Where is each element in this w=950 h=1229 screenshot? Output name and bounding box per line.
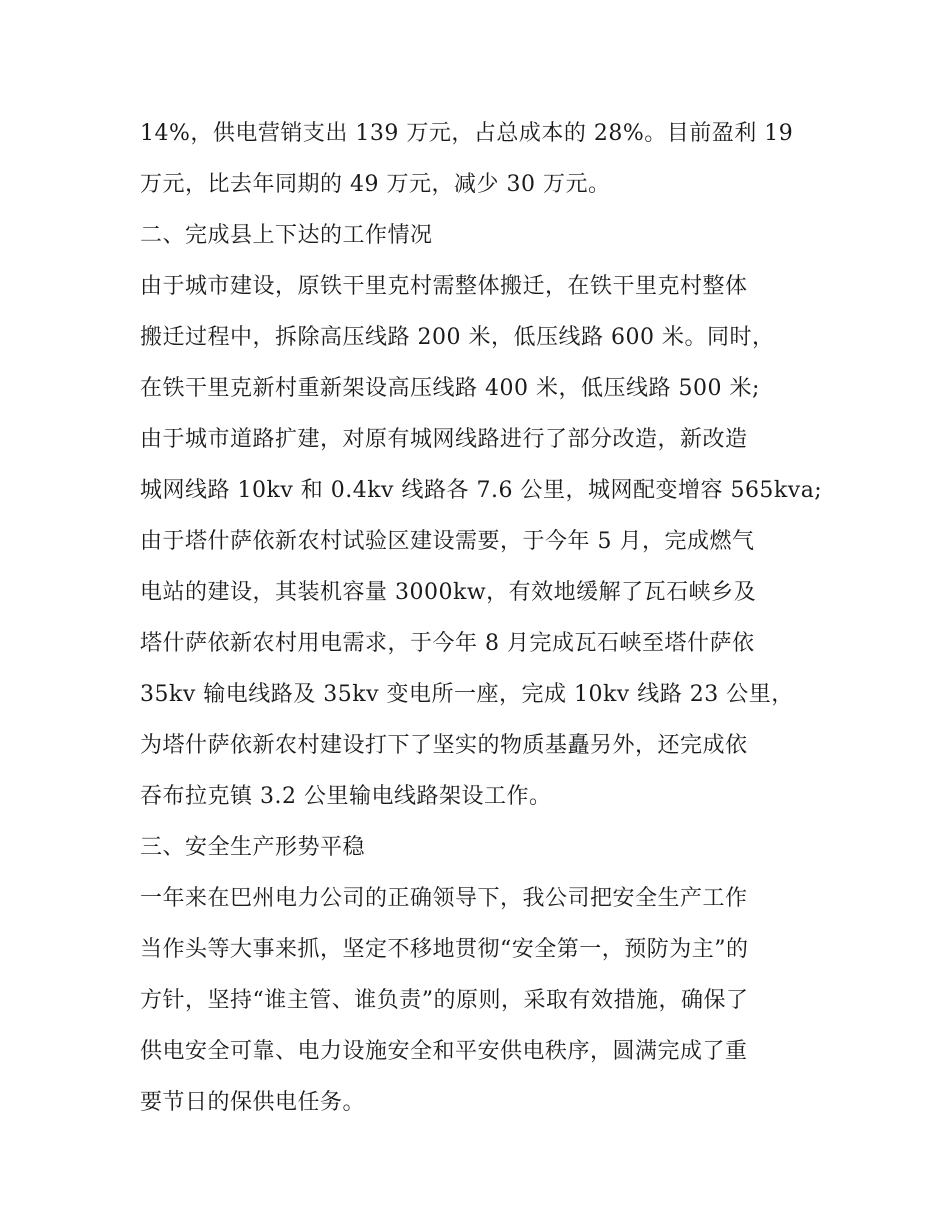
body-text-line: 城网线路 10kv 和 0.4kv 线路各 7.6 公里，城网配变增容 565kva; — [140, 478, 823, 503]
body-text-line: 由于城市建设，原铁干里克村需整体搬迁，在铁干里克村整体 — [140, 274, 748, 299]
body-text-line: 在铁干里克新村重新架设高压线路 400 米，低压线路 500 米; — [140, 376, 760, 401]
body-text-line: 吞布拉克镇 3.2 公里输电线路架设工作。 — [140, 784, 552, 809]
body-text-line: 由于城市道路扩建，对原有城网线路进行了部分改造，新改造 — [140, 427, 748, 452]
section-heading-2: 二、完成县上下达的工作情况 — [140, 223, 433, 248]
body-text-line: 方针，坚持“谁主管、谁负责”的原则，采取有效措施，确保了 — [140, 988, 749, 1013]
body-text-line: 一年来在巴州电力公司的正确领导下，我公司把安全生产工作 — [140, 886, 748, 911]
body-text-line: 万元，比去年同期的 49 万元，减少 30 万元。 — [140, 172, 611, 197]
body-text-line: 塔什萨依新农村用电需求，于今年 8 月完成瓦石峡至塔什萨依 — [140, 631, 755, 656]
body-text-line: 14%，供电营销支出 139 万元，占总成本的 28%。目前盈利 19 — [140, 121, 794, 146]
body-text-line: 为塔什萨依新农村建设打下了坚实的物质基矗另外，还完成依 — [140, 733, 748, 758]
document-body — [140, 108, 830, 1128]
section-heading-3: 三、安全生产形势平稳 — [140, 835, 366, 860]
body-text-line: 要节日的保供电任务。 — [140, 1090, 366, 1115]
body-text-line: 当作头等大事来抓，坚定不移地贯彻“安全第一，预防为主”的 — [140, 937, 749, 962]
body-text-line: 35kv 输电线路及 35kv 变电所一座，完成 10kv 线路 23 公里， — [140, 682, 794, 707]
body-text-line: 电站的建设，其装机容量 3000kw，有效地缓解了瓦石峡乡及 — [140, 580, 757, 605]
body-text-line: 搬迁过程中，拆除高压线路 200 米，低压线路 600 米。同时， — [140, 325, 775, 350]
body-text-line: 供电安全可靠、电力设施安全和平安供电秩序，圆满完成了重 — [140, 1039, 748, 1064]
body-text-line: 由于塔什萨依新农村试验区建设需要，于今年 5 月，完成燃气 — [140, 529, 755, 554]
